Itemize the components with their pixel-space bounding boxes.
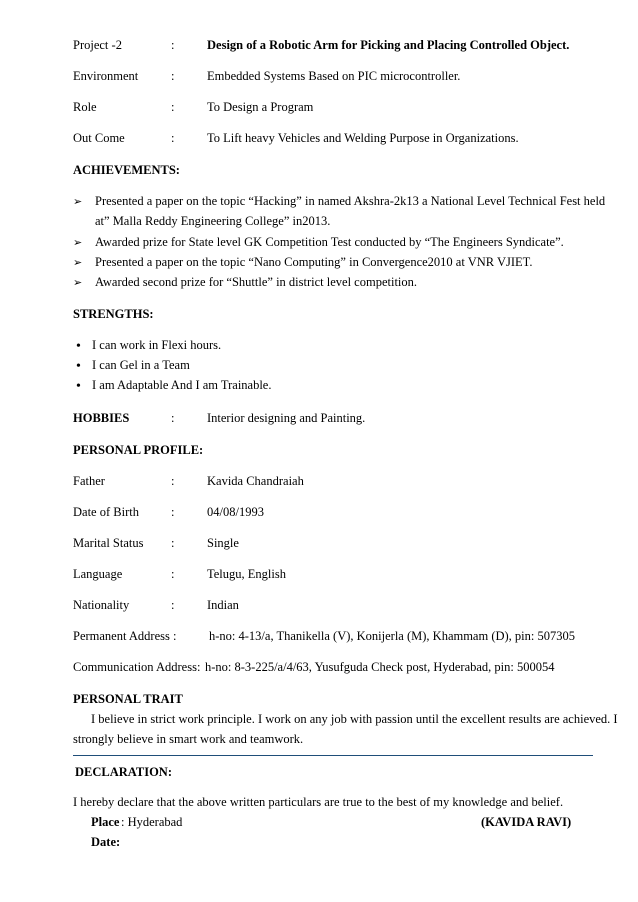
- project-sep: :: [171, 38, 175, 52]
- outcome-label: Out Come: [73, 131, 125, 145]
- bullet-icon: •: [76, 379, 81, 394]
- place-label: Place: [91, 815, 120, 829]
- language-label: Language: [73, 567, 123, 581]
- arrow-bullet-icon: ➢: [73, 256, 83, 269]
- arrow-bullet-icon: ➢: [73, 236, 83, 249]
- achievement-item: Awarded prize for State level GK Competition Test conducted by “The Engineers Syndicate”.: [95, 235, 564, 249]
- section-divider: [73, 755, 593, 756]
- achievement-item-continued: at” Malla Reddy Engineering College” in2013.: [95, 214, 331, 228]
- signatory-name: (KAVIDA RAVI): [481, 815, 572, 829]
- date-label: Date:: [91, 835, 121, 849]
- arrow-bullet-icon: ➢: [73, 195, 83, 208]
- nationality-label: Nationality: [73, 598, 130, 612]
- strength-item: I can Gel in a Team: [92, 358, 190, 372]
- environment-label: Environment: [73, 69, 139, 83]
- hobbies-sep: :: [171, 411, 175, 425]
- language-sep: :: [171, 567, 175, 581]
- personal-trait-heading: PERSONAL TRAIT: [73, 692, 183, 706]
- personal-trait-line: I believe in strict work principle. I work on any job with passion until the excellent results are achieved. I: [91, 712, 618, 726]
- personal-profile-heading: PERSONAL PROFILE:: [73, 443, 204, 457]
- bullet-icon: •: [76, 339, 81, 354]
- hobbies-value: Interior designing and Painting.: [207, 411, 366, 425]
- marital-status-sep: :: [171, 536, 175, 550]
- achievement-item: Presented a paper on the topic “Hacking” in named Akshra-2k13 a National Level Technical Fest held: [95, 194, 606, 208]
- language-value: Telugu, English: [207, 567, 286, 581]
- outcome-value: To Lift heavy Vehicles and Welding Purpose in Organizations.: [207, 131, 519, 145]
- strength-item: I am Adaptable And I am Trainable.: [92, 378, 272, 392]
- achievement-item: Awarded second prize for “Shuttle” in district level competition.: [95, 275, 418, 289]
- dob-value: 04/08/1993: [207, 505, 264, 519]
- hobbies-label: HOBBIES: [73, 411, 130, 425]
- personal-trait-line: strongly believe in smart work and teamwork.: [73, 732, 304, 746]
- role-value: To Design a Program: [207, 100, 314, 114]
- project-label: Project -2: [73, 38, 122, 52]
- outcome-sep: :: [171, 131, 175, 145]
- strengths-heading: STRENGTHS:: [73, 307, 154, 321]
- permanent-address-value: h-no: 4-13/a, Thanikella (V), Konijerla (M), Khammam (D), pin: 507305: [209, 629, 576, 643]
- place-value: : Hyderabad: [121, 815, 183, 829]
- dob-label: Date of Birth: [73, 505, 139, 519]
- dob-sep: :: [171, 505, 175, 519]
- environment-value: Embedded Systems Based on PIC microcontroller.: [207, 69, 461, 83]
- arrow-bullet-icon: ➢: [73, 276, 83, 289]
- role-label: Role: [73, 100, 97, 114]
- declaration-heading: DECLARATION:: [75, 765, 172, 779]
- bullet-icon: •: [76, 359, 81, 374]
- permanent-address-label: Permanent Address :: [73, 629, 177, 643]
- communication-address-value: h-no: 8-3-225/a/4/63, Yusufguda Check post, Hyderabad, pin: 500054: [205, 660, 555, 674]
- environment-sep: :: [171, 69, 175, 83]
- nationality-sep: :: [171, 598, 175, 612]
- communication-address-label: Communication Address:: [73, 660, 201, 674]
- nationality-value: Indian: [207, 598, 239, 612]
- marital-status-value: Single: [207, 536, 239, 550]
- strength-item: I can work in Flexi hours.: [92, 338, 222, 352]
- role-sep: :: [171, 100, 175, 114]
- marital-status-label: Marital Status: [73, 536, 144, 550]
- project-title: Design of a Robotic Arm for Picking and Placing Controlled Object.: [207, 38, 570, 52]
- father-sep: :: [171, 474, 175, 488]
- declaration-text: I hereby declare that the above written particulars are true to the best of my knowledge and belief.: [73, 795, 564, 809]
- achievement-item: Presented a paper on the topic “Nano Computing” in Convergence2010 at VNR VJIET.: [95, 255, 533, 269]
- father-value: Kavida Chandraiah: [207, 474, 304, 488]
- father-label: Father: [73, 474, 105, 488]
- achievements-heading: ACHIEVEMENTS:: [73, 163, 180, 177]
